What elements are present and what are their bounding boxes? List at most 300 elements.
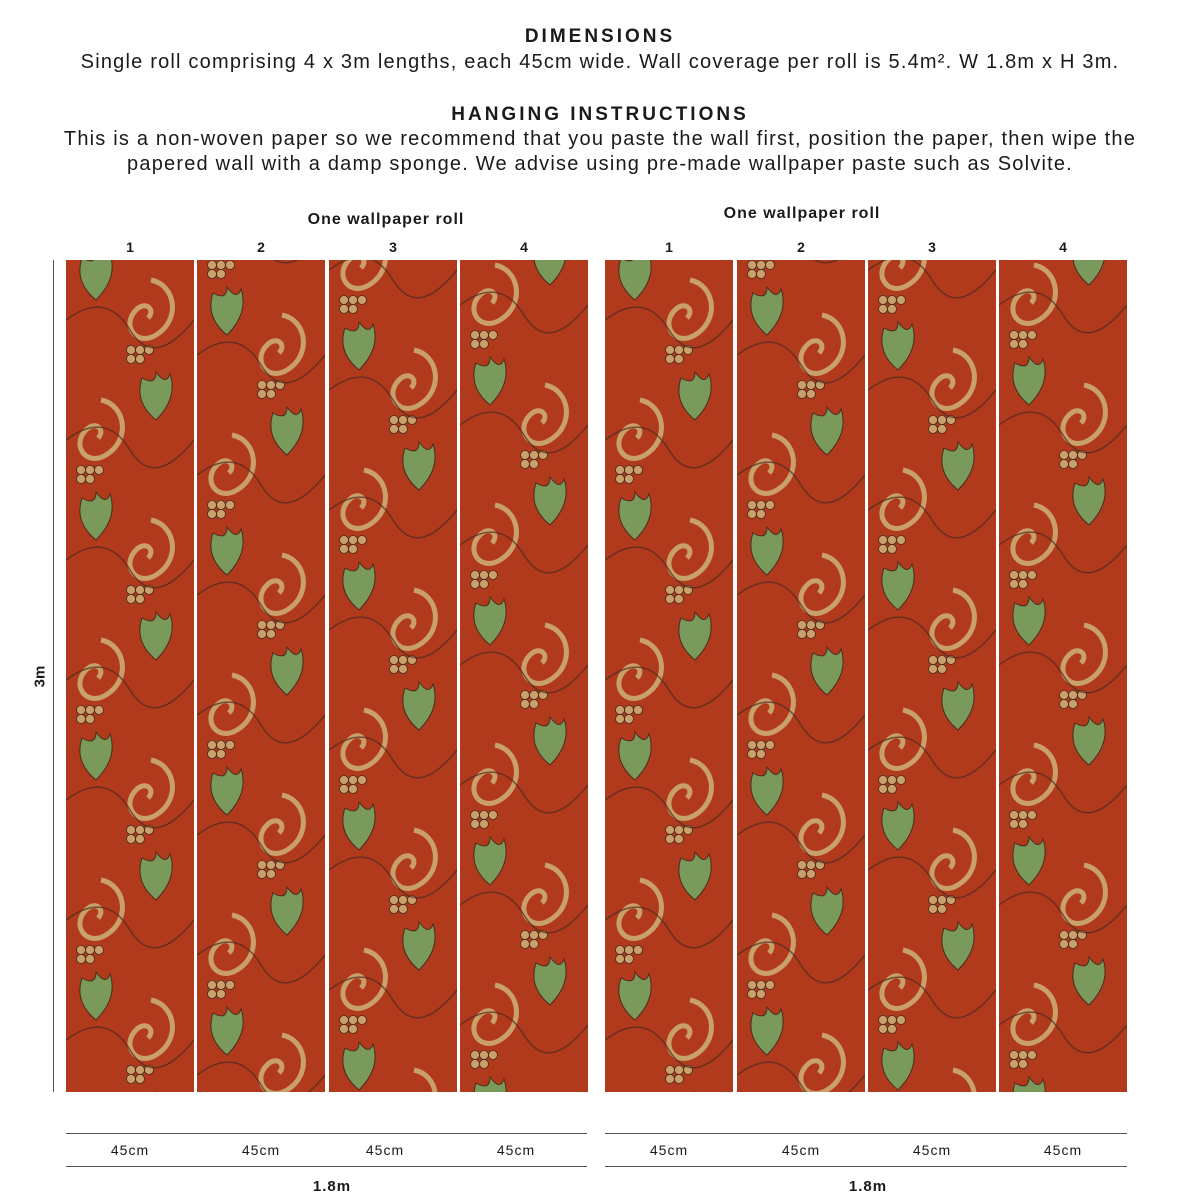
berry-motif bbox=[807, 381, 816, 390]
berry-motif bbox=[86, 946, 95, 955]
berry-motif bbox=[1060, 700, 1069, 709]
berry-motif bbox=[136, 1066, 145, 1075]
berry-motif bbox=[807, 390, 816, 399]
paisley-pattern bbox=[605, 260, 733, 1092]
berry-motif bbox=[136, 835, 145, 844]
berry-motif bbox=[471, 580, 480, 589]
berry-motif bbox=[480, 331, 489, 340]
berry-motif bbox=[929, 896, 938, 905]
berry-motif bbox=[1019, 811, 1028, 820]
berry-motif bbox=[521, 940, 530, 949]
berry-motif bbox=[616, 946, 625, 955]
berry-motif bbox=[86, 955, 95, 964]
berry-motif bbox=[77, 946, 86, 955]
berry-motif bbox=[226, 501, 235, 510]
berry-motif bbox=[625, 466, 634, 475]
berry-motif bbox=[136, 1075, 145, 1084]
berry-motif bbox=[748, 261, 757, 270]
berry-motif bbox=[480, 340, 489, 349]
berry-motif bbox=[1060, 691, 1069, 700]
berry-motif bbox=[521, 931, 530, 940]
berry-motif bbox=[1069, 931, 1078, 940]
roll-2-total-width-line bbox=[605, 1166, 1127, 1167]
berry-motif bbox=[480, 571, 489, 580]
berry-motif bbox=[938, 896, 947, 905]
berry-motif bbox=[675, 595, 684, 604]
berry-motif bbox=[258, 630, 267, 639]
berry-motif bbox=[471, 571, 480, 580]
strip-width-label: 45cm bbox=[649, 1142, 689, 1158]
wallpaper-strip bbox=[329, 260, 457, 1092]
berry-motif bbox=[340, 296, 349, 305]
berry-motif bbox=[807, 621, 816, 630]
berry-motif bbox=[766, 741, 775, 750]
berry-motif bbox=[1019, 571, 1028, 580]
berry-motif bbox=[77, 706, 86, 715]
berry-motif bbox=[798, 390, 807, 399]
berry-motif bbox=[1069, 700, 1078, 709]
strip-width-label: 45cm bbox=[365, 1142, 405, 1158]
berry-motif bbox=[521, 460, 530, 469]
berry-motif bbox=[1028, 331, 1037, 340]
berry-motif bbox=[530, 931, 539, 940]
berry-motif bbox=[616, 715, 625, 724]
berry-motif bbox=[136, 346, 145, 355]
berry-motif bbox=[208, 990, 217, 999]
berry-motif bbox=[879, 545, 888, 554]
berry-motif bbox=[471, 1051, 480, 1060]
berry-motif bbox=[757, 990, 766, 999]
berry-motif bbox=[625, 706, 634, 715]
hanging-text-line-2: papered wall with a damp sponge. We advise using pre-made wallpaper paste such as Solvite. bbox=[127, 153, 1073, 175]
berry-motif bbox=[208, 741, 217, 750]
berry-motif bbox=[757, 741, 766, 750]
berry-motif bbox=[77, 955, 86, 964]
height-dimension-line bbox=[53, 260, 54, 1092]
berry-motif bbox=[1060, 460, 1069, 469]
berry-motif bbox=[127, 586, 136, 595]
berry-motif bbox=[521, 691, 530, 700]
berry-motif bbox=[217, 990, 226, 999]
berry-motif bbox=[136, 595, 145, 604]
berry-motif bbox=[798, 870, 807, 879]
berry-motif bbox=[258, 621, 267, 630]
roll-1-strip-number: 4 bbox=[520, 239, 528, 255]
berry-motif bbox=[675, 586, 684, 595]
berry-motif bbox=[127, 595, 136, 604]
berry-motif bbox=[358, 296, 367, 305]
berry-motif bbox=[938, 656, 947, 665]
berry-motif bbox=[938, 425, 947, 434]
wallpaper-strip bbox=[605, 260, 733, 1092]
berry-motif bbox=[1019, 340, 1028, 349]
berry-motif bbox=[399, 665, 408, 674]
roll-1-strip-number: 2 bbox=[257, 239, 265, 255]
berry-motif bbox=[1019, 1060, 1028, 1069]
berry-motif bbox=[879, 305, 888, 314]
berry-motif bbox=[217, 501, 226, 510]
hanging-heading: HANGING INSTRUCTIONS bbox=[451, 104, 749, 125]
berry-motif bbox=[226, 741, 235, 750]
berry-motif bbox=[748, 981, 757, 990]
berry-motif bbox=[208, 750, 217, 759]
berry-motif bbox=[358, 776, 367, 785]
berry-motif bbox=[340, 1025, 349, 1034]
roll-2-total-width: 1.8m bbox=[848, 1178, 888, 1195]
paisley-pattern bbox=[197, 260, 325, 1092]
berry-motif bbox=[1069, 451, 1078, 460]
berry-motif bbox=[399, 905, 408, 914]
wallpaper-strip bbox=[460, 260, 588, 1092]
berry-motif bbox=[888, 1016, 897, 1025]
strip-width-label: 45cm bbox=[912, 1142, 952, 1158]
berry-motif bbox=[1028, 571, 1037, 580]
berry-motif bbox=[1010, 331, 1019, 340]
berry-motif bbox=[349, 536, 358, 545]
berry-motif bbox=[1019, 1051, 1028, 1060]
berry-motif bbox=[127, 1066, 136, 1075]
dimensions-text: Single roll comprising 4 x 3m lengths, each 45cm wide. Wall coverage per roll is 5.4m². W 1.8m x H 3m. bbox=[80, 51, 1120, 73]
berry-motif bbox=[530, 451, 539, 460]
berry-motif bbox=[798, 630, 807, 639]
berry-motif bbox=[136, 586, 145, 595]
berry-motif bbox=[258, 381, 267, 390]
roll-1-strip-number: 1 bbox=[126, 239, 134, 255]
berry-motif bbox=[390, 425, 399, 434]
berry-motif bbox=[95, 706, 104, 715]
berry-motif bbox=[1060, 940, 1069, 949]
berry-motif bbox=[897, 296, 906, 305]
berry-motif bbox=[471, 331, 480, 340]
berry-motif bbox=[127, 355, 136, 364]
berry-motif bbox=[340, 536, 349, 545]
berry-motif bbox=[888, 305, 897, 314]
strip-width-label: 45cm bbox=[110, 1142, 150, 1158]
berry-motif bbox=[399, 656, 408, 665]
berry-motif bbox=[1069, 691, 1078, 700]
berry-motif bbox=[349, 776, 358, 785]
berry-motif bbox=[258, 861, 267, 870]
strip-width-label: 45cm bbox=[1043, 1142, 1083, 1158]
berry-motif bbox=[1028, 811, 1037, 820]
berry-motif bbox=[766, 501, 775, 510]
berry-motif bbox=[938, 665, 947, 674]
roll-1-strip-number: 3 bbox=[389, 239, 397, 255]
berry-motif bbox=[226, 261, 235, 270]
paisley-pattern bbox=[460, 260, 588, 1092]
berry-motif bbox=[1060, 451, 1069, 460]
berry-motif bbox=[888, 785, 897, 794]
berry-motif bbox=[267, 870, 276, 879]
height-label: 3m bbox=[31, 665, 49, 688]
berry-motif bbox=[267, 621, 276, 630]
berry-motif bbox=[888, 536, 897, 545]
berry-motif bbox=[95, 466, 104, 475]
berry-motif bbox=[217, 981, 226, 990]
berry-motif bbox=[666, 586, 675, 595]
berry-motif bbox=[757, 270, 766, 279]
berry-motif bbox=[480, 580, 489, 589]
berry-motif bbox=[340, 305, 349, 314]
berry-motif bbox=[349, 1016, 358, 1025]
berry-motif bbox=[530, 940, 539, 949]
berry-motif bbox=[1019, 331, 1028, 340]
berry-motif bbox=[675, 355, 684, 364]
berry-motif bbox=[666, 355, 675, 364]
wallpaper-strip bbox=[999, 260, 1127, 1092]
berry-motif bbox=[340, 1016, 349, 1025]
berry-motif bbox=[208, 261, 217, 270]
berry-motif bbox=[349, 785, 358, 794]
berry-motif bbox=[1069, 940, 1078, 949]
berry-motif bbox=[897, 776, 906, 785]
berry-motif bbox=[258, 870, 267, 879]
strip-width-label: 45cm bbox=[496, 1142, 536, 1158]
berry-motif bbox=[399, 896, 408, 905]
berry-motif bbox=[136, 826, 145, 835]
berry-motif bbox=[340, 776, 349, 785]
berry-motif bbox=[897, 1016, 906, 1025]
berry-motif bbox=[807, 630, 816, 639]
wallpaper-strip bbox=[868, 260, 996, 1092]
berry-motif bbox=[1010, 571, 1019, 580]
strip-width-label: 45cm bbox=[781, 1142, 821, 1158]
strip-width-label: 45cm bbox=[241, 1142, 281, 1158]
berry-motif bbox=[634, 466, 643, 475]
berry-motif bbox=[1019, 580, 1028, 589]
berry-motif bbox=[127, 346, 136, 355]
berry-motif bbox=[217, 510, 226, 519]
berry-motif bbox=[127, 835, 136, 844]
berry-motif bbox=[471, 1060, 480, 1069]
berry-motif bbox=[666, 595, 675, 604]
paisley-pattern bbox=[66, 260, 194, 1092]
berry-motif bbox=[675, 1075, 684, 1084]
berry-motif bbox=[879, 776, 888, 785]
berry-motif bbox=[929, 905, 938, 914]
berry-motif bbox=[530, 700, 539, 709]
berry-motif bbox=[766, 981, 775, 990]
berry-motif bbox=[217, 270, 226, 279]
berry-motif bbox=[530, 691, 539, 700]
berry-motif bbox=[349, 545, 358, 554]
berry-motif bbox=[77, 466, 86, 475]
roll-2-strip-number: 3 bbox=[928, 239, 936, 255]
berry-motif bbox=[1010, 820, 1019, 829]
berry-motif bbox=[625, 946, 634, 955]
berry-motif bbox=[807, 861, 816, 870]
berry-motif bbox=[217, 261, 226, 270]
berry-motif bbox=[390, 416, 399, 425]
berry-motif bbox=[349, 305, 358, 314]
berry-motif bbox=[757, 510, 766, 519]
berry-motif bbox=[267, 381, 276, 390]
berry-motif bbox=[489, 331, 498, 340]
berry-motif bbox=[127, 1075, 136, 1084]
berry-motif bbox=[1010, 811, 1019, 820]
berry-motif bbox=[86, 715, 95, 724]
berry-motif bbox=[267, 861, 276, 870]
roll-2-strip-number: 1 bbox=[665, 239, 673, 255]
berry-motif bbox=[666, 1066, 675, 1075]
berry-motif bbox=[616, 475, 625, 484]
roll-2-width-line bbox=[605, 1133, 1127, 1134]
berry-motif bbox=[748, 741, 757, 750]
berry-motif bbox=[217, 741, 226, 750]
berry-motif bbox=[77, 715, 86, 724]
berry-motif bbox=[390, 896, 399, 905]
berry-motif bbox=[471, 820, 480, 829]
berry-motif bbox=[798, 381, 807, 390]
berry-motif bbox=[675, 826, 684, 835]
berry-motif bbox=[521, 700, 530, 709]
berry-motif bbox=[127, 826, 136, 835]
berry-motif bbox=[1010, 1051, 1019, 1060]
berry-motif bbox=[521, 451, 530, 460]
berry-motif bbox=[480, 820, 489, 829]
berry-motif bbox=[757, 981, 766, 990]
berry-motif bbox=[666, 826, 675, 835]
berry-motif bbox=[879, 1016, 888, 1025]
berry-motif bbox=[258, 390, 267, 399]
paisley-pattern bbox=[737, 260, 865, 1092]
berry-motif bbox=[1010, 580, 1019, 589]
berry-motif bbox=[340, 785, 349, 794]
berry-motif bbox=[888, 545, 897, 554]
berry-motif bbox=[798, 861, 807, 870]
berry-motif bbox=[634, 946, 643, 955]
paisley-pattern bbox=[999, 260, 1127, 1092]
berry-motif bbox=[489, 811, 498, 820]
berry-motif bbox=[616, 955, 625, 964]
berry-motif bbox=[625, 955, 634, 964]
berry-motif bbox=[86, 706, 95, 715]
berry-motif bbox=[748, 990, 757, 999]
berry-motif bbox=[358, 536, 367, 545]
berry-motif bbox=[349, 1025, 358, 1034]
berry-motif bbox=[1069, 460, 1078, 469]
berry-motif bbox=[879, 785, 888, 794]
berry-motif bbox=[267, 390, 276, 399]
berry-motif bbox=[675, 346, 684, 355]
berry-motif bbox=[489, 1051, 498, 1060]
berry-motif bbox=[929, 656, 938, 665]
berry-motif bbox=[226, 981, 235, 990]
berry-motif bbox=[798, 621, 807, 630]
berry-motif bbox=[86, 466, 95, 475]
berry-motif bbox=[480, 1060, 489, 1069]
wallpaper-strip bbox=[197, 260, 325, 1092]
hanging-text-line-1: This is a non-woven paper so we recommend that you paste the wall first, position the paper, then wipe the bbox=[63, 128, 1137, 150]
roll-1-total-width-line bbox=[66, 1166, 587, 1167]
berry-motif bbox=[208, 510, 217, 519]
berry-motif bbox=[675, 835, 684, 844]
berry-motif bbox=[208, 501, 217, 510]
berry-motif bbox=[399, 425, 408, 434]
berry-motif bbox=[390, 905, 399, 914]
berry-motif bbox=[748, 510, 757, 519]
berry-motif bbox=[757, 501, 766, 510]
berry-motif bbox=[86, 475, 95, 484]
berry-motif bbox=[888, 1025, 897, 1034]
berry-motif bbox=[666, 1075, 675, 1084]
berry-motif bbox=[340, 545, 349, 554]
berry-motif bbox=[897, 536, 906, 545]
berry-motif bbox=[77, 475, 86, 484]
berry-motif bbox=[480, 1051, 489, 1060]
berry-motif bbox=[267, 630, 276, 639]
berry-motif bbox=[929, 425, 938, 434]
paisley-pattern bbox=[329, 260, 457, 1092]
berry-motif bbox=[1060, 931, 1069, 940]
roll-2-title: One wallpaper roll bbox=[723, 205, 881, 222]
berry-motif bbox=[349, 296, 358, 305]
berry-motif bbox=[748, 750, 757, 759]
berry-motif bbox=[634, 706, 643, 715]
berry-motif bbox=[1019, 820, 1028, 829]
berry-motif bbox=[390, 656, 399, 665]
berry-motif bbox=[666, 835, 675, 844]
berry-motif bbox=[95, 946, 104, 955]
berry-motif bbox=[748, 270, 757, 279]
berry-motif bbox=[888, 776, 897, 785]
paisley-pattern bbox=[868, 260, 996, 1092]
berry-motif bbox=[217, 750, 226, 759]
berry-motif bbox=[208, 981, 217, 990]
berry-motif bbox=[471, 340, 480, 349]
roll-1-total-width: 1.8m bbox=[312, 1178, 352, 1195]
berry-motif bbox=[358, 1016, 367, 1025]
berry-motif bbox=[929, 416, 938, 425]
berry-motif bbox=[530, 460, 539, 469]
roll-2-strip-number: 2 bbox=[797, 239, 805, 255]
berry-motif bbox=[136, 355, 145, 364]
wallpaper-strip bbox=[66, 260, 194, 1092]
berry-motif bbox=[757, 750, 766, 759]
berry-motif bbox=[879, 536, 888, 545]
roll-2-strip-number: 4 bbox=[1059, 239, 1067, 255]
dimensions-heading: DIMENSIONS bbox=[524, 26, 676, 47]
berry-motif bbox=[1010, 1060, 1019, 1069]
berry-motif bbox=[390, 665, 399, 674]
berry-motif bbox=[879, 1025, 888, 1034]
berry-motif bbox=[929, 665, 938, 674]
berry-motif bbox=[616, 706, 625, 715]
berry-motif bbox=[757, 261, 766, 270]
berry-motif bbox=[480, 811, 489, 820]
berry-motif bbox=[616, 466, 625, 475]
roll-1-width-line bbox=[66, 1133, 587, 1134]
berry-motif bbox=[675, 1066, 684, 1075]
berry-motif bbox=[879, 296, 888, 305]
berry-motif bbox=[888, 296, 897, 305]
berry-motif bbox=[208, 270, 217, 279]
berry-motif bbox=[625, 715, 634, 724]
berry-motif bbox=[1010, 340, 1019, 349]
berry-motif bbox=[938, 416, 947, 425]
berry-motif bbox=[748, 501, 757, 510]
wallpaper-strip bbox=[737, 260, 865, 1092]
berry-motif bbox=[1028, 1051, 1037, 1060]
roll-1-title: One wallpaper roll bbox=[307, 211, 465, 228]
berry-motif bbox=[938, 905, 947, 914]
berry-motif bbox=[471, 811, 480, 820]
berry-motif bbox=[766, 261, 775, 270]
berry-motif bbox=[625, 475, 634, 484]
berry-motif bbox=[666, 346, 675, 355]
berry-motif bbox=[399, 416, 408, 425]
berry-motif bbox=[489, 571, 498, 580]
